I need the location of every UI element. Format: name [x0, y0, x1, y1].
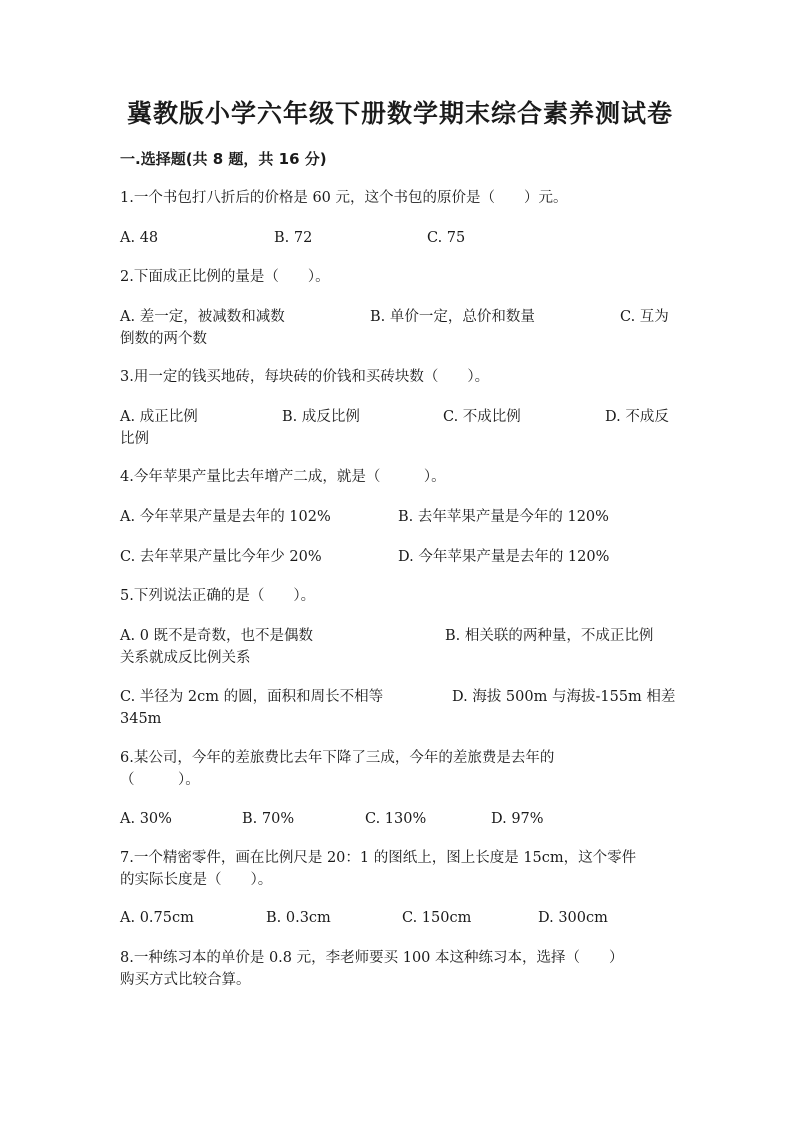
option-d[interactable]: D. 300cm	[538, 910, 608, 926]
option-b[interactable]: B. 70%	[242, 811, 295, 827]
question-7-continuation: 的实际长度是（ ）。	[120, 872, 273, 888]
question-1-options	[120, 227, 680, 249]
option-a[interactable]: A. 30%	[120, 811, 172, 827]
question-5-options-row-1	[120, 625, 680, 647]
question-4: 4.今年苹果产量比去年增产二成，就是（ ）。	[120, 469, 446, 485]
question-6-options	[120, 808, 680, 830]
option-a[interactable]: A. 0 既不是奇数，也不是偶数	[120, 628, 314, 644]
question-6: 6.某公司，今年的差旅费比去年下降了三成，今年的差旅费是去年的	[120, 750, 555, 766]
option-d[interactable]: D. 今年苹果产量是去年的 120%	[398, 549, 610, 565]
question-1: 1.一个书包打八折后的价格是 60 元，这个书包的原价是（ ）元。	[120, 190, 568, 206]
question-2: 2.下面成正比例的量是（ ）。	[120, 269, 330, 285]
option-b[interactable]: B. 去年苹果产量是今年的 120%	[398, 509, 609, 525]
option-d[interactable]: D. 不成反	[605, 409, 669, 425]
option-a[interactable]: A. 成正比例	[120, 409, 198, 425]
option-d[interactable]: D. 97%	[491, 811, 544, 827]
question-5: 5.下列说法正确的是（ ）。	[120, 588, 316, 604]
section-heading: 一.选择题(共 8 题，共 16 分)	[120, 150, 327, 168]
option-a[interactable]: A. 0.75cm	[120, 910, 194, 926]
option-c-continuation: 倒数的两个数	[120, 331, 207, 347]
option-c[interactable]: C. 150cm	[402, 910, 472, 926]
option-d-continuation: 345m	[120, 711, 162, 727]
question-7: 7.一个精密零件，画在比例尺是 20：1 的图纸上，图上长度是 15cm，这个零件	[120, 850, 637, 866]
question-3-options	[120, 406, 680, 428]
option-c[interactable]: C. 75	[427, 230, 466, 246]
page-title: 冀教版小学六年级下册数学期末综合素养测试卷	[126, 99, 673, 128]
option-b[interactable]: B. 0.3cm	[266, 910, 331, 926]
question-3: 3.用一定的钱买地砖，每块砖的价钱和买砖块数（ ）。	[120, 369, 490, 385]
option-b[interactable]: B. 成反比例	[282, 409, 360, 425]
option-c[interactable]: C. 不成比例	[443, 409, 521, 425]
option-d-continuation: 比例	[120, 431, 149, 447]
question-8-continuation: 购买方式比较合算。	[120, 972, 251, 988]
question-4-options-row-1	[120, 506, 680, 528]
question-6-continuation: （ ）。	[120, 772, 200, 788]
option-b[interactable]: B. 72	[274, 230, 313, 246]
question-4-options-row-2	[120, 546, 680, 568]
question-7-options	[120, 907, 680, 929]
question-2-options	[120, 306, 680, 328]
option-b[interactable]: B. 单价一定，总价和数量	[370, 309, 535, 325]
option-c[interactable]: C. 互为	[620, 309, 669, 325]
option-b[interactable]: B. 相关联的两种量，不成正比例	[445, 628, 654, 644]
option-a[interactable]: A. 差一定，被减数和减数	[120, 309, 285, 325]
option-c[interactable]: C. 半径为 2cm 的圆，面积和周长不相等	[120, 689, 384, 705]
option-a[interactable]: A. 48	[120, 230, 159, 246]
option-c[interactable]: C. 去年苹果产量比今年少 20%	[120, 549, 322, 565]
option-d[interactable]: D. 海拔 500m 与海拔-155m 相差	[452, 689, 676, 705]
question-8: 8.一种练习本的单价是 0.8 元，李老师要买 100 本这种练习本，选择（ ）	[120, 950, 624, 966]
question-5-options-row-2	[120, 686, 680, 708]
option-c[interactable]: C. 130%	[365, 811, 427, 827]
option-a[interactable]: A. 今年苹果产量是去年的 102%	[120, 509, 331, 525]
option-b-continuation: 关系就成反比例关系	[120, 650, 251, 666]
